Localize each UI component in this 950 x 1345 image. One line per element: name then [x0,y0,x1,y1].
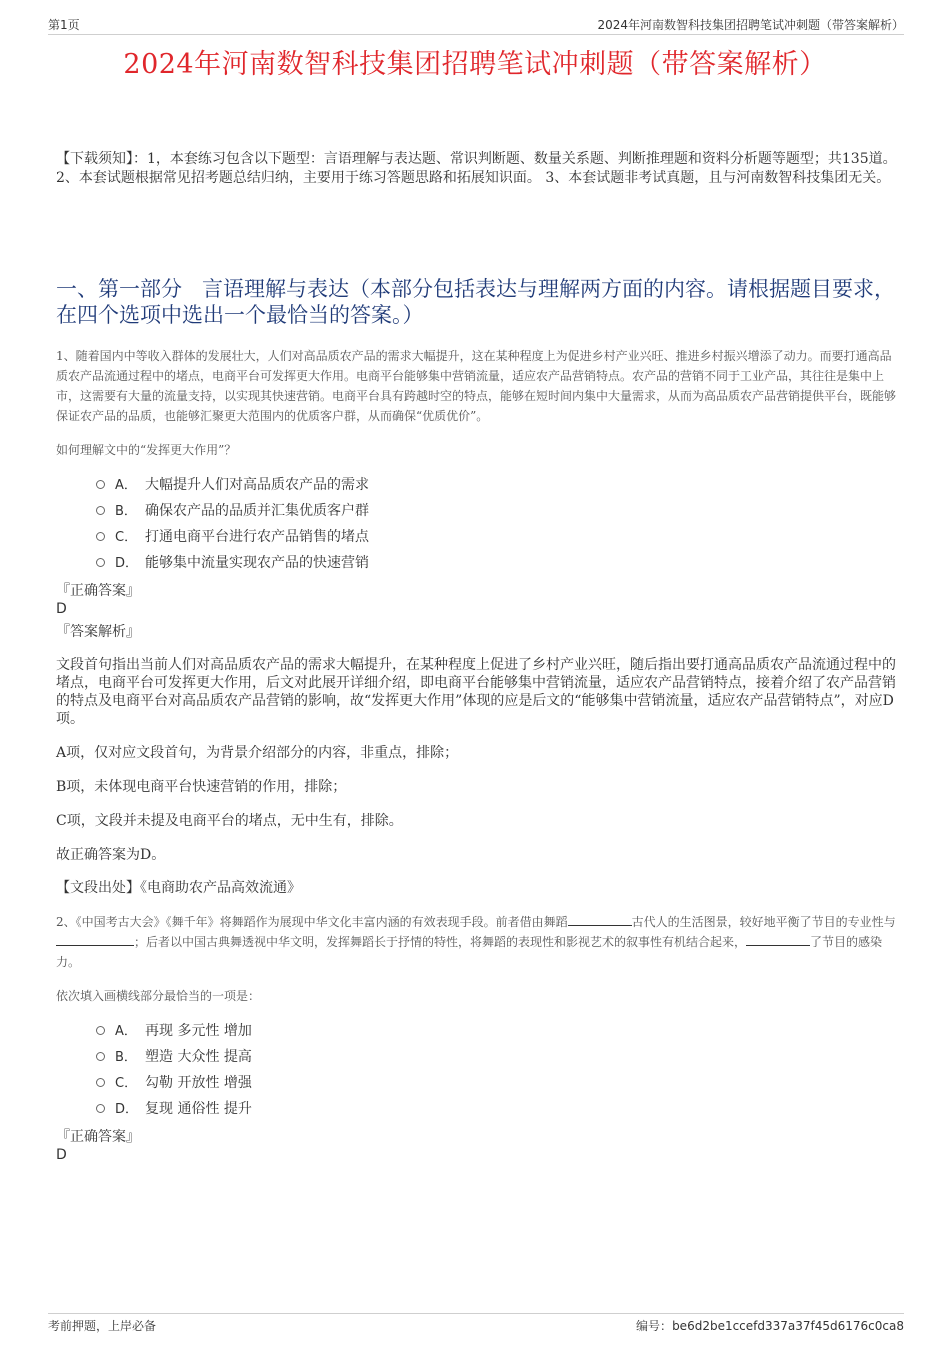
q1-passage: 1、随着国内中等收入群体的发展壮大，人们对高品质农产品的需求大幅提升，这在某种程度上为促进乡村产业兴旺、推进乡村振兴增添了动力。而要打通高品质农产品流通过程中的堵点，电商平台可发挥更大作用。电商平台能够集中营销流量，适应农产品营销特点。农产品的营销不同于工业产品，其往往是集中上市，这需要有大量的流量支持，以实现其快速营销。电商平台具有跨越时空的特点，能够在短时间内集中大量需求，从而为高品质农产品营销提供平台，既能够保证农产品的品质，也能够汇聚更大范围内的优质客户群，从而确保“优质优价”。 [56,349,897,423]
page-number: 第1页 [48,18,80,32]
q1-note-b: B项，未体现电商平台快速营销的作用，排除； [56,779,347,795]
q1-option-d[interactable]: D． 能够集中流量实现农产品的快速营销 [96,550,796,576]
radio-icon[interactable] [96,1026,105,1035]
q1-question: 如何理解文中的“发挥更大作用”？ [56,443,237,457]
radio-icon[interactable] [96,558,105,567]
section-part: 一、第一部分 [56,277,182,301]
q1-answer-label: 『正确答案』 [56,583,140,599]
footer-slogan: 考前押题，上岸必备 [48,1319,157,1333]
q2-option-c[interactable]: C． 勾勒 开放性 增强 [96,1070,796,1096]
q1-option-b[interactable]: B． 确保农产品的品质并汇集优质客户群 [96,498,796,524]
radio-icon[interactable] [96,1078,105,1087]
q1-option-c[interactable]: C． 打通电商平台进行农产品销售的堵点 [96,524,796,550]
blank-1 [568,913,632,926]
q1-analysis-label: 『答案解析』 [56,624,140,640]
q1-note-a: A项，仅对应文段首句，为背景介绍部分的内容，非重点，排除； [56,745,459,761]
q2-option-b[interactable]: B． 塑造 大众性 提高 [96,1044,796,1070]
radio-icon[interactable] [96,506,105,515]
document-title: 2024年河南数智科技集团招聘笔试冲刺题（带答案解析） [123,49,827,80]
q1-source: 【文段出处】《电商助农产品高效流通》 [56,880,301,896]
blank-3 [746,933,810,946]
q2-question: 依次填入画横线部分最恰当的一项是： [56,989,261,1003]
radio-icon[interactable] [96,1052,105,1061]
radio-icon[interactable] [96,532,105,541]
section-heading [56,276,898,328]
q2-option-d[interactable]: D． 复现 通俗性 提升 [96,1096,796,1122]
q1-options [96,472,796,576]
q1-note-c: C项，文段并未提及电商平台的堵点，无中生有，排除。 [56,813,403,829]
download-notice: 【下载须知】：1，本套练习包含以下题型：言语理解与表达题、常识判断题、数量关系题、判断推理题和资料分析题等题型；共135道。 2、本套试题根据常见招考题总结归纳，主要用于练习答题思路和拓展知识面。 3、本套试题非考试真题，且与河南数智科技集团无关。 [56,151,897,186]
header-doc-title: 2024年河南数智科技集团招聘笔试冲刺题（带答案解析） [597,18,904,32]
q2-answer-label: 『正确答案』 [56,1129,140,1145]
q2-options [96,1018,796,1122]
page-footer [48,1313,904,1334]
footer-code: 编号：be6d2be1ccefd337a37f45d6176c0ca8 [636,1319,904,1333]
section-title: 言语理解与表达（本部分包括表达与理解两方面的内容。请根据题目要求，在四个选项中选出一个最恰当的答案。） [56,277,895,327]
q1-answer: D [56,601,67,617]
q2-answer: D [56,1147,67,1163]
radio-icon[interactable] [96,1104,105,1113]
q1-option-a[interactable]: A． 大幅提升人们对高品质农产品的需求 [96,472,796,498]
page-header [48,14,904,35]
radio-icon[interactable] [96,480,105,489]
blank-2 [56,933,134,946]
q1-conclusion: 故正确答案为D。 [56,847,166,863]
q1-analysis: 文段首句指出当前人们对高品质农产品的需求大幅提升，在某种程度上促进了乡村产业兴旺，随后指出要打通高品质农产品流通过程中的堵点，电商平台可发挥更大作用，后文对此展开详细介绍，即电商平台能够集中营销流量，适应农产品营销特点，接着介绍了农产品营销的特点及电商平台对高品质农产品营销的影响，故“发挥更大作用”体现的应是后文的“能够集中营销流量，适应农产品营销特点”，对应D项。 [56,657,896,727]
q2-passage: 2、《中国考古大会》《舞千年》将舞蹈作为展现中华文化丰富内涵的有效表现手段。前者借由舞蹈 古代人的生活图景，较好地平衡了节目的专业性与；后者以中国古典舞透视中华文明，发挥舞蹈长于抒情的特性，将舞蹈的表现性和影视艺术的叙事性有机结合起来， 了节目的感染力。 [56,915,896,969]
q2-option-a[interactable]: A． 再现 多元性 增加 [96,1018,796,1044]
